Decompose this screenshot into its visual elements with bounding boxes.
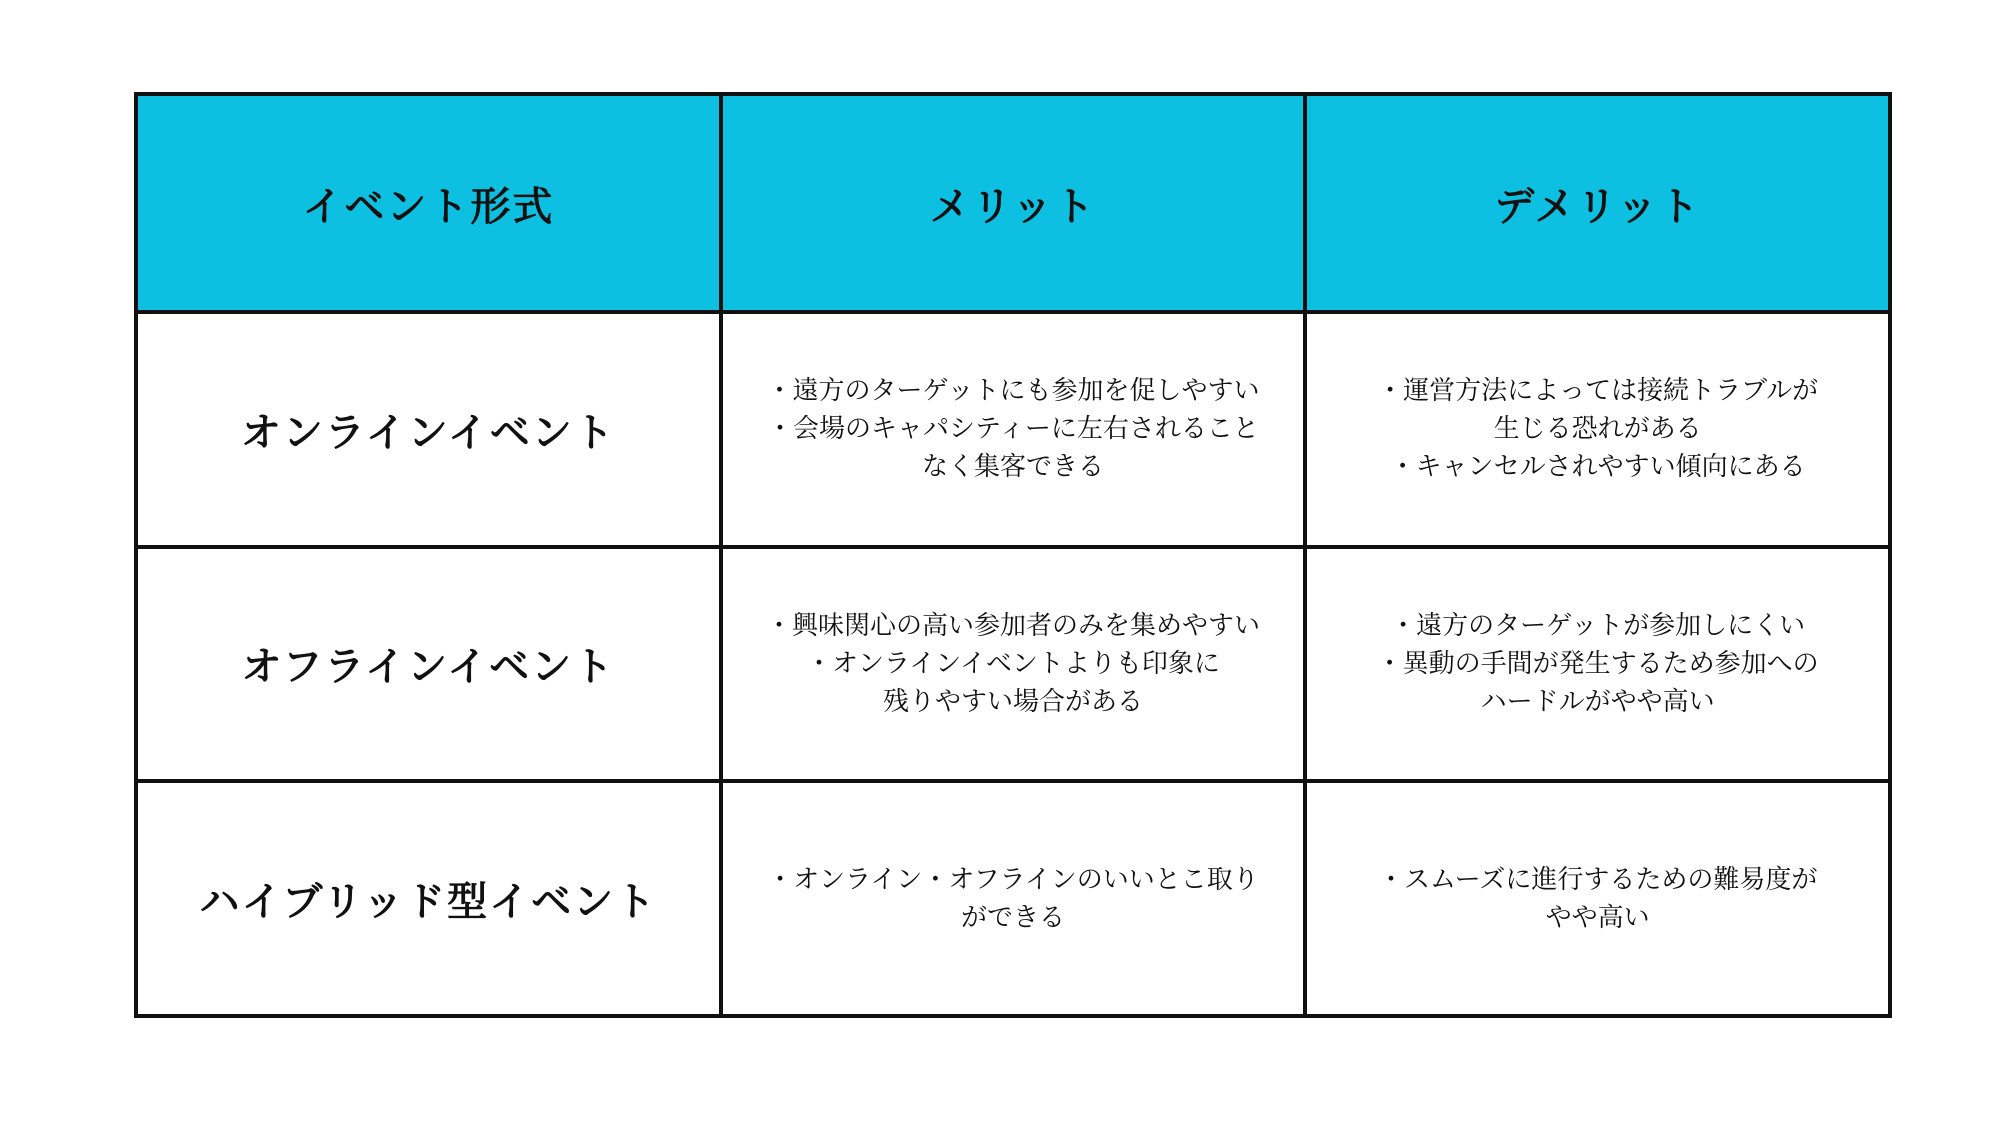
demerit-line: 生じる恐れがある (1493, 414, 1702, 445)
merit-line: なく集客できる (921, 452, 1104, 483)
demerit-line: やや高い (1545, 902, 1650, 933)
demerit-line: ・スムーズに進行するための難易度が (1377, 864, 1818, 895)
event-type-cell: オンラインイベント (136, 312, 721, 547)
demerit-line: ・キャンセルされやすい傾向にある (1389, 452, 1806, 483)
table-body (136, 312, 1890, 1016)
merit-line: ・オンライン・オフラインのいいとこ取り (767, 864, 1259, 895)
demerit-cell (1305, 547, 1890, 782)
table-row-online (136, 312, 1890, 547)
event-type-cell: ハイブリッド型イベント (136, 781, 721, 1016)
table-row-hybrid (136, 781, 1890, 1016)
event-format-comparison-table (134, 92, 1892, 1018)
table-header (136, 94, 1890, 312)
merit-line: ができる (960, 902, 1065, 933)
merit-line: 残りやすい場合がある (882, 686, 1143, 717)
merit-cell (721, 781, 1306, 1016)
event-type-cell: オフラインイベント (136, 547, 721, 782)
demerit-line: ・運営方法によっては接続トラブルが (1377, 376, 1819, 407)
header-merit: メリット (721, 94, 1306, 312)
merit-line: ・会場のキャパシティーに左右されること (767, 414, 1259, 445)
demerit-line: ハードルがやや高い (1480, 686, 1715, 717)
header-event-format: イベント形式 (136, 94, 721, 312)
merit-cell (721, 547, 1306, 782)
merit-line: ・オンラインイベントよりも印象に (806, 648, 1220, 679)
header-row (136, 94, 1890, 312)
demerit-cell (1305, 312, 1890, 547)
demerit-line: ・遠方のターゲットが参加しにくい (1390, 610, 1806, 641)
comparison-table-wrapper (134, 92, 1892, 1018)
header-demerit: デメリット (1305, 94, 1890, 312)
demerit-cell (1305, 781, 1890, 1016)
merit-line: ・興味関心の高い参加者のみを集めやすい (765, 610, 1260, 641)
merit-line: ・遠方のターゲットにも参加を促しやすい (766, 376, 1260, 407)
demerit-line: ・異動の手間が発生するため参加への (1376, 648, 1819, 679)
table-row-offline (136, 547, 1890, 782)
merit-cell (721, 312, 1306, 547)
